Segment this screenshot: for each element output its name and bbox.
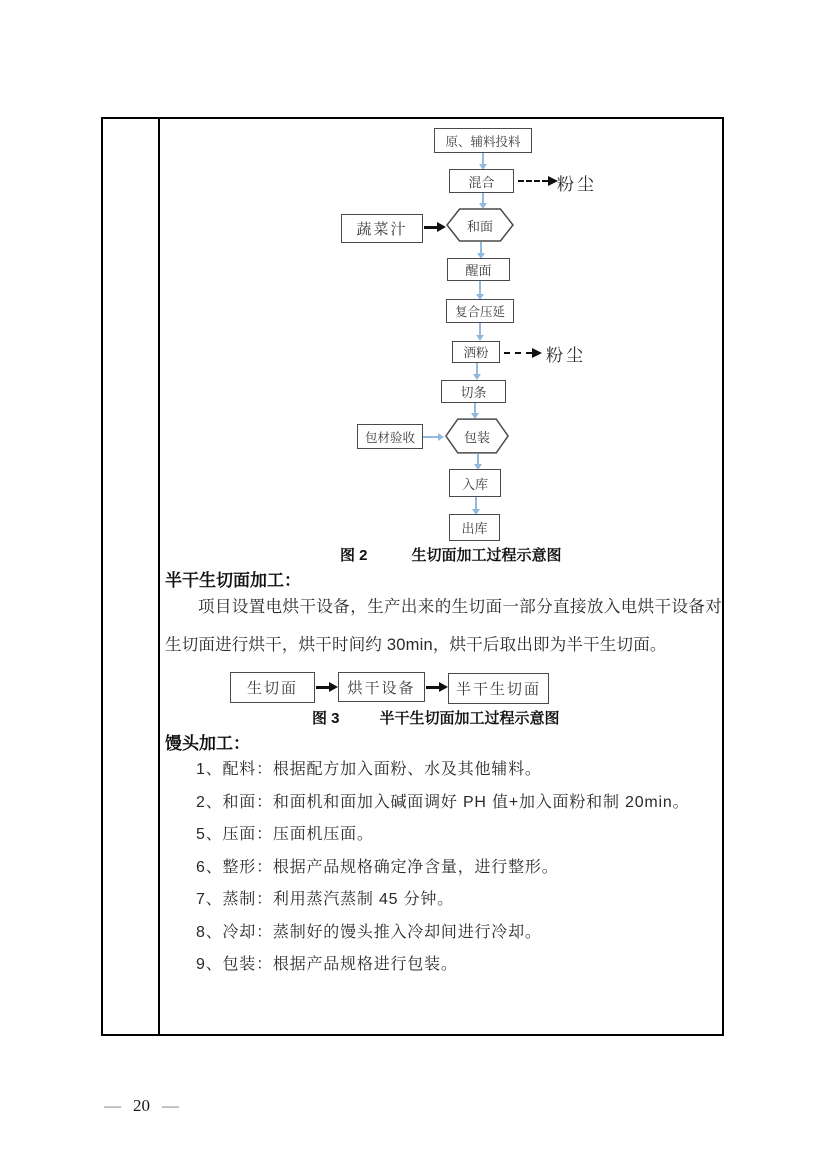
process-box-mixing: 混合 [449, 169, 514, 193]
list-item: 9、包装：根据产品规格进行包装。 [196, 956, 458, 973]
semi-dry-description-paragraph: 项目设置电烘干设备，生产出来的生切面一部分直接放入电烘干设备对生切面进行烘干，烘干时间约 30min，烘干后取出即为半干生切面。 [165, 598, 722, 654]
flow-arrow-down-icon [477, 454, 479, 464]
flow-arrow-down-icon [476, 363, 478, 374]
process-box-raw-material-input: 原、辅料投料 [434, 128, 532, 153]
flow-arrow-down-icon [475, 497, 477, 509]
figure-3-caption [312, 707, 560, 728]
figure-3-caption-title: 半干生切面加工过程示意图 [379, 710, 560, 727]
section-heading-mantou-processing: 馒头加工： [165, 734, 250, 753]
flow-arrow-down-icon [479, 281, 481, 294]
process-box-warehouse-out: 出库 [449, 514, 500, 541]
list-item: 6、整形：根据产品规格确定净含量，进行整形。 [196, 858, 559, 876]
flow-arrow-right-icon [316, 686, 329, 689]
flow-arrow-right-icon [426, 686, 439, 689]
list-item: 1、配料：根据配方加入面粉、水及其他辅料。 [196, 761, 542, 778]
page-number: 20 [133, 1096, 150, 1115]
flow-arrow-down-icon [482, 153, 484, 164]
dust-label-2: 粉尘 [546, 346, 586, 365]
dust-emission-arrow-icon [518, 180, 548, 182]
process-steps-list [196, 760, 724, 988]
list-item: 7、蒸制：利用蒸汽蒸制 45 分钟。 [196, 891, 454, 908]
footer-dash-right: — [162, 1096, 179, 1115]
dust-emission-arrow-icon [504, 352, 532, 354]
process-box-flour-dusting: 洒粉 [452, 341, 500, 363]
process-box-vegetable-juice: 蔬菜汁 [341, 214, 423, 243]
flow-arrow-down-icon [482, 193, 484, 203]
process-box-dough-resting: 醒面 [447, 258, 510, 281]
input-arrow-icon [423, 436, 438, 438]
process-hexagon-dough-kneading [446, 208, 514, 242]
list-item: 2、和面：和面机和面加入碱面调好 PH 值+加入面粉和制 20min。 [196, 793, 690, 811]
figure-2-caption-title: 生切面加工过程示意图 [411, 547, 562, 564]
hexagon-label: 和面 [466, 218, 493, 234]
hexagon-label: 包装 [463, 429, 490, 445]
flow-arrow-down-icon [479, 323, 481, 335]
section-heading-semi-dry-noodle: 半干生切面加工： [165, 571, 301, 590]
dust-label-1: 粉尘 [557, 175, 597, 194]
figure-2-caption [340, 544, 562, 565]
process-box-warehouse-in: 入库 [449, 469, 501, 497]
process-box-packaging-material-check: 包材验收 [357, 424, 423, 449]
table-column-divider [158, 119, 160, 1034]
process-box-compound-rolling: 复合压延 [446, 299, 514, 323]
process-box-raw-cut-noodle: 生切面 [230, 672, 315, 703]
process-box-drying-equipment: 烘干设备 [338, 672, 425, 702]
figure-3-caption-label: 图 3 [312, 710, 340, 727]
page-footer [104, 1096, 179, 1116]
process-box-strip-cutting: 切条 [441, 380, 506, 403]
flow-arrow-down-icon [480, 242, 482, 253]
list-item: 8、冷却：蒸制好的馒头推入冷却间进行冷却。 [196, 923, 542, 941]
process-hexagon-packaging [445, 418, 509, 454]
figure-2-caption-label: 图 2 [340, 547, 368, 564]
input-arrow-icon [424, 226, 437, 229]
flow-arrow-down-icon [474, 403, 476, 413]
list-item: 5、压面：压面机压面。 [196, 826, 374, 843]
footer-dash-left: — [104, 1096, 121, 1115]
process-box-semi-dry-cut-noodle: 半干生切面 [448, 673, 549, 704]
